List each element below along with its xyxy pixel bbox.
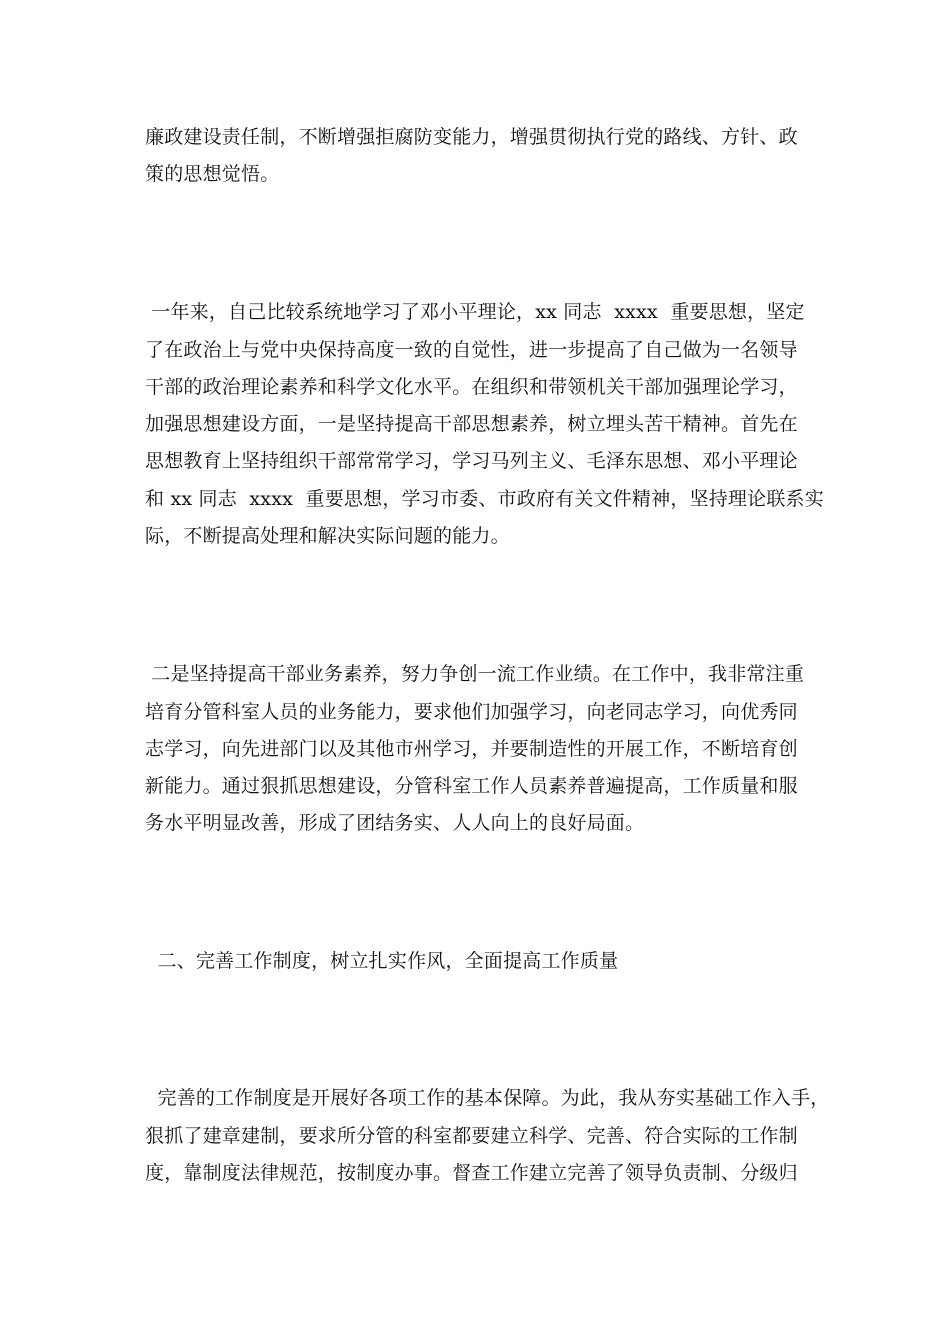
paragraph-line: 廉政建设责任制，不断增强拒腐防变能力，增强贯彻执行党的路线、方针、政 — [145, 126, 798, 148]
paragraph-line: 和 xx 同志 xxxx 重要思想，学习市委、市政府有关文件精神，坚持理论联系实 — [145, 488, 824, 510]
paragraph-line: 加强思想建设方面，一是坚持提高干部思想素养，树立埋头苦干精神。首先在 — [145, 413, 798, 435]
paragraph-line: 策的思想觉悟。 — [145, 163, 280, 185]
paragraph-line: 际，不断提高处理和解决实际问题的能力。 — [145, 525, 510, 547]
paragraph-line: 务水平明显改善，形成了团结务实、人人向上的良好局面。 — [145, 812, 645, 834]
section-heading: 二、完善工作制度，树立扎实作风，全面提高工作质量 — [145, 950, 619, 972]
paragraph-line: 一年来，自己比较系统地学习了邓小平理论，xx 同志 xxxx 重要思想，坚定 — [145, 301, 805, 323]
paragraph-line: 完善的工作制度是开展好各项工作的基本保障。为此，我从夯实基础工作入手， — [145, 1087, 830, 1109]
paragraph-line: 度，靠制度法律规范，按制度办事。督查工作建立完善了领导负责制、分级归 — [145, 1162, 798, 1184]
paragraph-line: 新能力。通过狠抓思想建设，分管科室工作人员素养普遍提高，工作质量和服 — [145, 775, 798, 797]
paragraph-line: 志学习，向先进部门以及其他市州学习，并要制造性的开展工作，不断培育创 — [145, 738, 798, 760]
paragraph-line: 干部的政治理论素养和科学文化水平。在组织和带领机关干部加强理论学习， — [145, 376, 798, 398]
paragraph-line: 培育分管科室人员的业务能力，要求他们加强学习，向老同志学习，向优秀同 — [145, 701, 798, 723]
paragraph-line: 二是坚持提高干部业务素养，努力争创一流工作业绩。在工作中，我非常注重 — [145, 663, 805, 685]
paragraph-line: 狠抓了建章建制，要求所分管的科室都要建立科学、完善、符合实际的工作制 — [145, 1125, 798, 1147]
paragraph-line: 了在政治上与党中央保持高度一致的自觉性，进一步提高了自己做为一名领导 — [145, 339, 798, 361]
paragraph-line: 思想教育上坚持组织干部常常学习，学习马列主义、毛泽东思想、邓小平理论 — [145, 450, 798, 472]
